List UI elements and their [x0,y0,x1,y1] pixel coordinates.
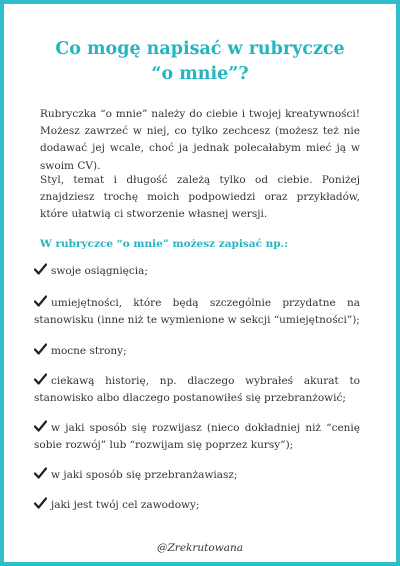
footer-handle: @Zrekrutowana [157,542,243,554]
checkmark-icon [34,420,47,432]
intro-paragraph-1: Rubryczka “o mnie” należy do ciebie i twojej kreatywności! Możesz zawrzeć w niej, co tylko zechcesz (możesz też nie dodawać jej wcale, choć ja jednak polecałabym mieć ją w swoim CV). [40,108,360,172]
list-item-text: jaki jest twój cel zawodowy; [51,499,200,511]
title-line-2: “o mnie”? [151,64,249,84]
list-item [34,263,360,280]
intro-paragraph-2: Styl, temat i długość zależą tylko od ciebie. Poniżej znajdziesz trochę moich podpowiedzi oraz przykładów, które ułatwią ci stworzenie własnej wersji. [40,174,360,221]
checkmark-icon [34,343,47,355]
list-item-text: swoje osiągnięcia; [51,265,148,277]
list-item-text: ciekawą historię, np. dlaczego wybrałeś akurat to stanowisko albo dlaczego postanowiłeś się przebranżowić; [34,375,360,405]
list-item-text: w jaki sposób się przebranżawiasz; [51,469,238,481]
checkmark-icon [34,295,47,307]
list-item [34,420,360,454]
list-item-text: w jaki sposób się rozwijasz (nieco dokładniej niż “cenię sobie rozwój” lub “rozwijam się poprzez kursy”); [34,422,360,452]
title-line-1: Co mogę napisać w rubryczce [55,39,345,59]
list-item-text: umiejętności, które będą szczególnie przydatne na stanowisku (inne niż te wymienione w sekcji “umiejętności”); [34,297,360,327]
list-item-text: mocne strony; [51,345,127,357]
list-item [34,467,360,484]
checkmark-icon [34,467,47,479]
checkmark-icon [34,497,47,509]
list-item [34,497,360,514]
checkmark-icon [34,373,47,385]
list-item [34,295,360,329]
list-heading: W rubryczce “o mnie” możesz zapisać np.: [40,238,289,250]
page-title [28,37,372,87]
checkmark-icon [34,263,47,275]
list-item [34,373,360,407]
list-item [34,343,360,360]
